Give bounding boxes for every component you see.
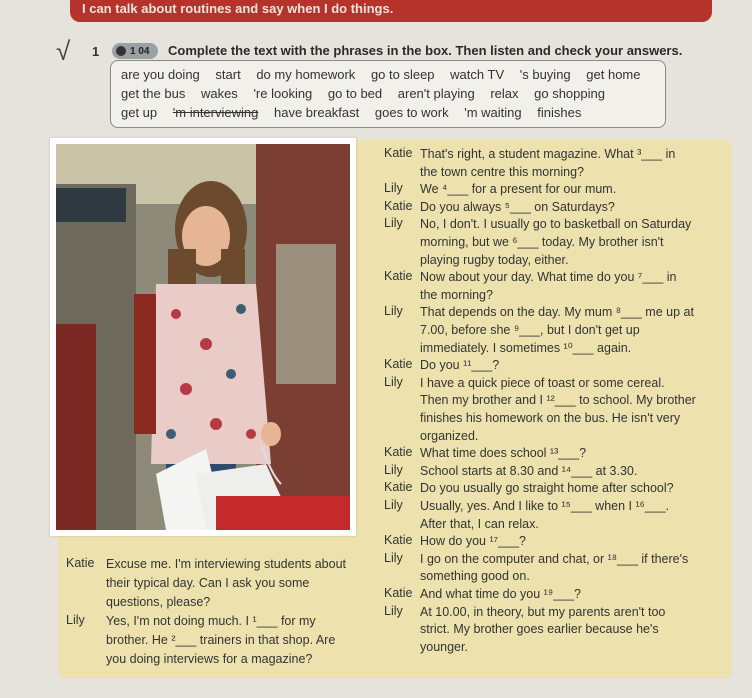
- speaker-name: Lily: [384, 498, 403, 512]
- speaker-name: Lily: [384, 216, 403, 231]
- banner-text: I can talk about routines and say when I do things.: [82, 1, 394, 16]
- speaker-name: Lily: [384, 603, 403, 618]
- dialogue-line: Excuse me. I'm interviewing students about: [106, 557, 347, 571]
- speaker-name: Lily: [384, 181, 403, 196]
- speaker-name: Katie: [384, 586, 413, 600]
- phrase-line-2: [121, 86, 617, 101]
- dialogue-line: you doing interviews for a magazine?: [106, 652, 313, 666]
- dialogue-line: After that, I can relax.: [420, 516, 539, 531]
- phrase-line-3: [121, 105, 593, 120]
- phrase: watch TV: [450, 67, 505, 82]
- dialogue-line: Usually, yes. And I like to ¹⁵___ when I ¹⁶___.: [420, 499, 670, 513]
- dialogue-line: 7.00, before she ⁹___, but I don't get up: [420, 323, 640, 337]
- dialogue-line: the morning?: [420, 287, 493, 302]
- speaker-name: Lily: [66, 613, 85, 627]
- dialogue-line: I go on the computer and chat, or ¹⁸___ if there's: [420, 551, 689, 566]
- phrase: start: [215, 67, 241, 82]
- speaker-name: Katie: [384, 198, 413, 213]
- speaker-name: Katie: [384, 146, 413, 160]
- phrase: wakes: [200, 86, 238, 101]
- phrase: relax: [490, 86, 519, 101]
- dialogue-line: I have a quick piece of toast or some cereal.: [420, 375, 665, 390]
- phrase: do my homework: [256, 67, 356, 82]
- phrase: go to bed: [327, 86, 383, 101]
- phrase: 's buying: [519, 67, 571, 82]
- audio-track-badge[interactable]: [112, 43, 158, 59]
- dialogue-line: How do you ¹⁷___?: [420, 534, 526, 549]
- speaker-name: Katie: [384, 533, 413, 548]
- dialogue-line: That depends on the day. My mum ⁸___ me up at: [420, 305, 694, 320]
- phrase: 're looking: [253, 86, 313, 101]
- exercise-number: 1: [92, 44, 100, 59]
- dialogue-line: Do you usually go straight home after school?: [420, 481, 674, 496]
- dialogue-line: organized.: [420, 428, 479, 443]
- dialogue-line: At 10.00, in theory, but my parents aren't too: [420, 604, 666, 619]
- phrase-used: 'm interviewing: [172, 105, 259, 120]
- unit-banner: [70, 0, 712, 22]
- speaker-name: Lily: [384, 462, 403, 477]
- dialogue-line: And what time do you ¹⁹___?: [420, 587, 582, 601]
- dialogue-line: questions, please?: [106, 595, 211, 609]
- dialogue-line: their typical day. Can I ask you some: [106, 576, 310, 590]
- speaker-name: Katie: [384, 357, 413, 372]
- speaker-name: Katie: [384, 269, 413, 284]
- dialogue-line: Now about your day. What time do you ⁷___ in: [420, 270, 677, 285]
- phrase-line-1: [121, 67, 652, 82]
- speaker-name: Katie: [66, 556, 95, 570]
- speaker-name: Katie: [384, 480, 413, 495]
- speaker-name: Lily: [384, 304, 403, 319]
- phrase-box: [110, 60, 666, 128]
- phrase: 'm waiting: [464, 105, 522, 120]
- phrase: aren't playing: [397, 86, 475, 101]
- dialogue-line: Do you ¹¹___?: [420, 358, 500, 373]
- checkmark-icon: √: [56, 36, 71, 66]
- phrase: get home: [586, 67, 641, 82]
- dialogue-line: What time does school ¹³___?: [420, 446, 587, 461]
- phrase: go shopping: [534, 86, 605, 101]
- dialogue-line: Yes, I'm not doing much. I ¹___ for my: [106, 614, 316, 628]
- phrase: have breakfast: [273, 105, 360, 120]
- phrase: get the bus: [121, 86, 186, 101]
- dialogue-line: Then my brother and I ¹²___ to school. My brother: [420, 393, 696, 408]
- phrase: go to sleep: [370, 67, 435, 82]
- dialogue-line: morning, but we ⁶___ today. My brother isn't: [420, 235, 664, 249]
- phrase: are you doing: [121, 67, 200, 82]
- dialogue-line: strict. My brother goes earlier because he's: [420, 622, 659, 637]
- dialogue-line: Do you always ⁵___ on Saturdays?: [420, 199, 615, 214]
- phrase: goes to work: [374, 105, 449, 120]
- dialogue-line: the town centre this morning?: [420, 164, 584, 179]
- dialogue-line: We ⁴___ for a present for our mum.: [420, 182, 617, 197]
- audio-track-number: 1 04: [130, 45, 150, 57]
- dialogue-line: No, I don't. I usually go to basketball on Saturday: [420, 217, 692, 232]
- phrase: get up: [121, 105, 158, 120]
- dialogue-line: School starts at 8.30 and ¹⁴___ at 3.30.: [420, 463, 638, 478]
- speaker-name: Lily: [384, 550, 403, 565]
- speaker-name: Katie: [384, 445, 413, 460]
- dialogue-line: playing rugby today, either.: [420, 252, 569, 267]
- audio-icon: [116, 46, 126, 56]
- dialogue-line: something good on.: [420, 569, 530, 584]
- dialogue-line: immediately. I sometimes ¹⁰___ again.: [420, 340, 632, 355]
- dialogue-line: brother. He ²___ trainers in that shop. Are: [106, 633, 336, 647]
- photo-frame: [50, 138, 356, 536]
- photo-girl-shopping-icon: [56, 144, 350, 530]
- speaker-name: Lily: [384, 374, 403, 389]
- exercise-instructions: Complete the text with the phrases in the box. Then listen and check your answers.: [168, 43, 683, 58]
- dialogue-line: finishes his homework on the bus. He isn't very: [420, 411, 681, 425]
- dialogue-line: younger.: [420, 639, 468, 654]
- phrase: finishes: [537, 105, 582, 120]
- dialogue-line: That's right, a student magazine. What ³___ in: [420, 147, 676, 161]
